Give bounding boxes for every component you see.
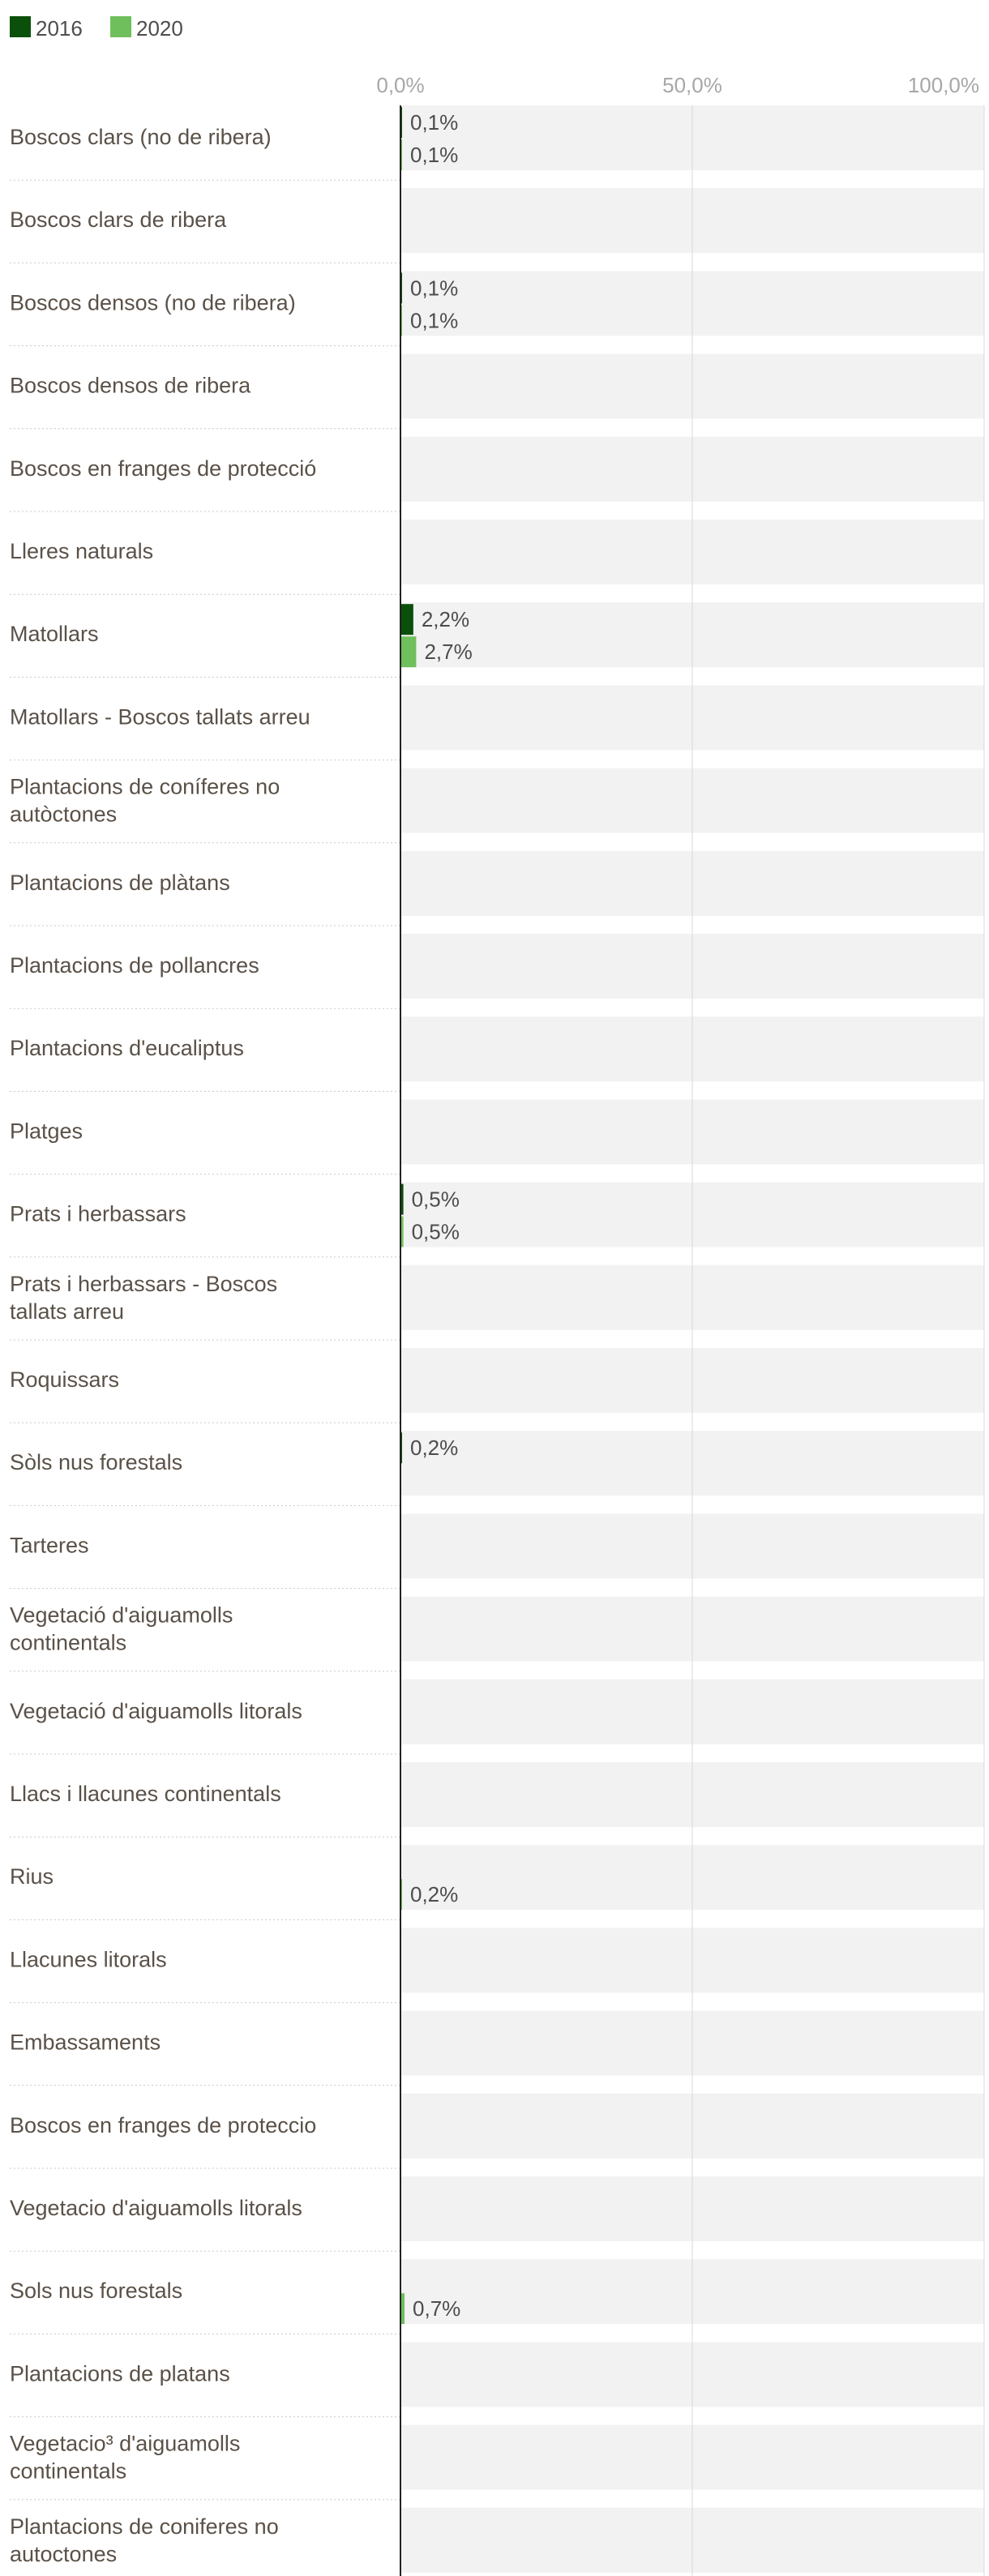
value-label-2020: 0,7%	[413, 2296, 461, 2321]
x-axis-ticks	[376, 73, 979, 97]
category-label: Prats i herbassars - Boscos tallats arreu	[10, 1271, 278, 1324]
legend-swatch-2020	[110, 16, 131, 37]
category-label: Boscos densos de ribera	[10, 373, 251, 398]
category-label: Vegetació d'aiguamolls litorals	[10, 1698, 302, 1723]
category-label: Plantacions de plàtans	[10, 870, 230, 895]
bar-2020	[400, 636, 416, 667]
category-label: Llacs i llacunes continentals	[10, 1782, 281, 1806]
legend-swatch-2016	[10, 16, 31, 37]
value-label-2020: 2,7%	[424, 640, 473, 665]
category-label: Plantacions de pollancres	[10, 953, 259, 978]
value-label-2016: 0,1%	[410, 110, 459, 135]
value-label-2016: 0,1%	[410, 276, 459, 301]
category-label: Llacunes litorals	[10, 1947, 167, 1972]
x-tick-label: 50,0%	[662, 73, 722, 97]
value-label-2016: 2,2%	[421, 607, 470, 632]
category-label: Boscos en franges de protecció	[10, 456, 317, 481]
category-label: Rius	[10, 1864, 54, 1889]
category-label: Matollars	[10, 622, 99, 647]
category-label: Tarteres	[10, 1533, 89, 1558]
category-label: Boscos en franges de proteccio	[10, 2112, 317, 2137]
legend-label-2016: 2016	[36, 16, 83, 41]
legend-label-2020: 2020	[136, 16, 183, 41]
category-label: Vegetacio d'aiguamolls litorals	[10, 2196, 302, 2220]
value-label-2020: 0,5%	[411, 1219, 460, 1244]
category-label: Roquissars	[10, 1367, 120, 1392]
category-label: Sòls nus forestals	[10, 1450, 183, 1475]
category-label: Platges	[10, 1119, 83, 1144]
category-label: Plantacions de coniferes no autoctones	[10, 2514, 279, 2566]
value-label-2020: 0,1%	[410, 143, 459, 167]
category-label: Sols nus forestals	[10, 2279, 183, 2304]
category-label: Boscos clars de ribera	[10, 208, 227, 233]
category-label: Boscos densos (no de ribera)	[10, 290, 296, 315]
category-label: Plantacions de coníferes no autòctones	[10, 774, 280, 827]
category-label: Prats i herbassars	[10, 1201, 186, 1226]
category-label: Vegetacio³ d'aiguamolls continentals	[10, 2431, 241, 2484]
value-label-2016: 0,2%	[410, 1436, 459, 1461]
category-label: Lleres naturals	[10, 539, 154, 563]
category-label: Plantacions d'eucaliptus	[10, 1036, 244, 1061]
value-label-2020: 0,1%	[410, 308, 459, 333]
category-label: Matollars - Boscos tallats arreu	[10, 704, 310, 730]
category-label: Boscos clars (no de ribera)	[10, 125, 272, 149]
value-label-2020: 0,2%	[410, 1882, 459, 1907]
category-label: Embassaments	[10, 2030, 161, 2055]
value-label-2016: 0,5%	[411, 1187, 460, 1212]
bar-2016	[400, 604, 413, 635]
x-tick-label: 100,0%	[907, 73, 979, 97]
category-label: Plantacions de platans	[10, 2361, 230, 2386]
category-labels	[10, 125, 400, 2576]
x-tick-label: 0,0%	[376, 73, 425, 97]
category-label: Vegetació d'aiguamolls continentals	[10, 1603, 233, 1655]
legend	[10, 16, 183, 41]
